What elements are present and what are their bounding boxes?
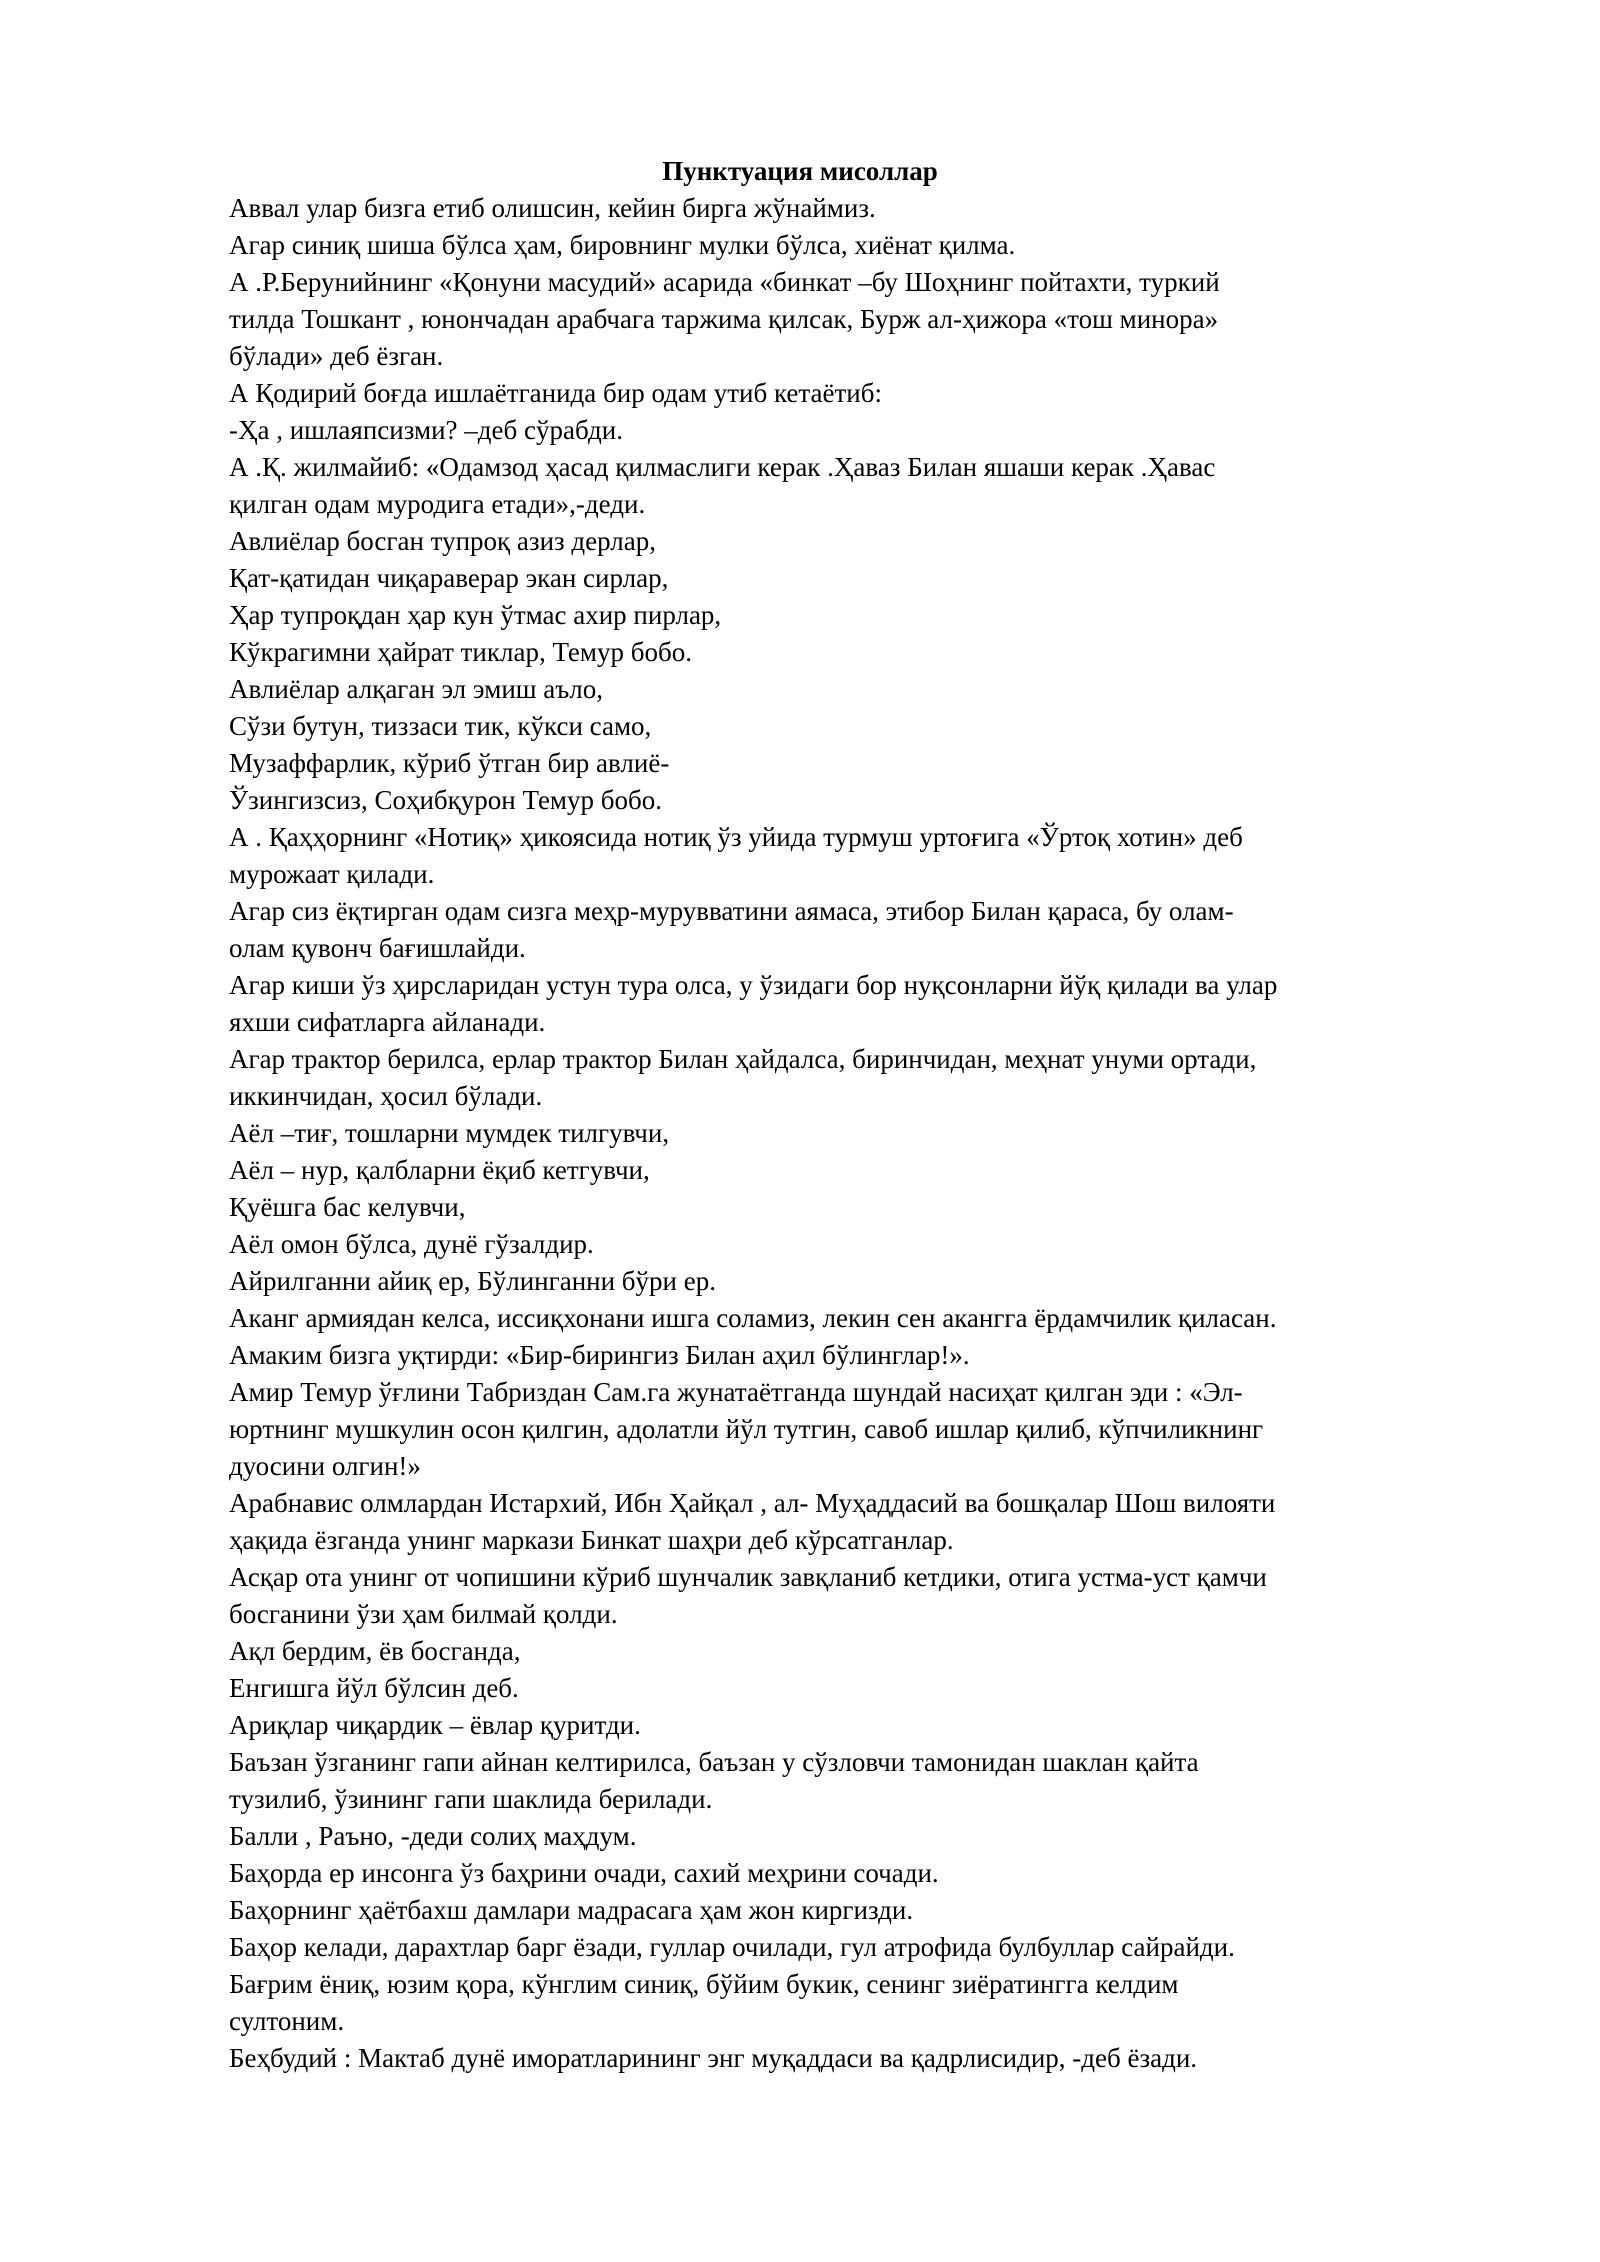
text-line: Ариқлар чиқардик – ёвлар қуритди. [229,1710,641,1740]
text-line: ҳақида ёзганда унинг маркази Бинкат шаҳри деб кўрсатганлар. [229,1525,954,1555]
text-line: Аввал улар бизга етиб олишсин, кейин бирга жўнаймиз. [229,193,876,223]
document-body [229,190,1529,2077]
document-title: Пунктуация мисоллар [662,156,938,186]
text-line: Балли , Раъно, -деди солиҳ маҳдум. [229,1821,637,1851]
text-line: Беҳбудий : Мактаб дунё иморатларининг энг муқаддаси ва қадрлисидир, -деб ёзади. [229,2043,1198,2073]
text-line: Баҳор келади, дарахтлар барг ёзади, гуллар очилади, гул атрофида булбуллар сайрайди. [229,1932,1235,1962]
text-line: Қуёшга бас келувчи, [229,1192,466,1222]
text-line: Аёл омон бўлса, дунё гўзалдир. [229,1229,594,1259]
text-line: Амаким бизга уқтирди: «Бир-бирингиз Билан аҳил бўлинглар!». [229,1340,970,1370]
text-line: босганини ўзи ҳам билмай қолди. [229,1599,618,1629]
text-line: Айрилганни айиқ ер, Бўлинганни бўри ер. [229,1266,716,1296]
text-line: тузилиб, ўзининг гапи шаклида берилади. [229,1784,713,1814]
text-line: султоним. [229,2006,345,2036]
text-line: Кўкрагимни ҳайрат тиклар, Темур бобо. [229,637,692,667]
text-line: тилда Тошкант , юнончадан арабчага таржима қилсак, Бурж ал-ҳижора «тош минора» [229,304,1219,334]
text-line: мурожаат қилади. [229,859,435,889]
text-line: Ҳар тупроқдан ҳар кун ўтмас ахир пирлар, [229,600,722,630]
text-line: Баъзан ўзганинг гапи айнан келтирилса, баъзан у сўзловчи тамонидан шаклан қайта [229,1747,1199,1777]
text-line: Ўзингизсиз, Соҳибқурон Темур бобо. [229,785,662,815]
text-line: Сўзи бутун, тиззаси тик, кўкси само, [229,711,652,741]
text-line: Авлиёлар босган тупроқ азиз дерлар, [229,526,657,556]
text-line: Авлиёлар алқаган эл эмиш аъло, [229,674,603,704]
text-line: Аёл –тиғ, тошларни мумдек тилгувчи, [229,1118,670,1148]
text-line: А Қодирий боғда ишлаётганида бир одам утиб кетаётиб: [229,378,882,408]
text-line: Енгишга йўл бўлсин деб. [229,1673,519,1703]
text-line: Баҳорнинг ҳаётбахш дамлари мадрасага ҳам жон киргизди. [229,1895,914,1925]
text-line: Агар трактор берилса, ерлар трактор Билан ҳайдалса, биринчидан, меҳнат унуми ортади, [229,1044,1257,1074]
text-line: Ақл бердим, ёв босганда, [229,1636,521,1666]
text-line: яхши сифатларга айланади. [229,1007,546,1037]
text-line: Арабнавис олмлардан Истархий, Ибн Ҳайқал , ал- Муҳаддасий ва бошқалар Шош вилояти [229,1488,1276,1518]
text-line: Музаффарлик, кўриб ўтган бир авлиё- [229,748,670,778]
text-line: А .Р.Берунийнинг «Қонуни масудий» асарида «бинкат –бу Шоҳнинг пойтахти, туркий [229,267,1220,297]
text-line: Баҳорда ер инсонга ўз баҳрини очади, сахий меҳрини сочади. [229,1858,939,1888]
text-line: иккинчидан, ҳосил бўлади. [229,1081,543,1111]
text-line: Агар киши ўз ҳирсларидан устун тура олса, у ўзидаги бор нуқсонларни йўқ қилади ва улар [229,970,1278,1000]
text-line: Асқар ота унинг от чопишини кўриб шунчалик завқланиб кетдики, отига устма-уст қамчи [229,1562,1267,1592]
text-line: А .Қ. жилмайиб: «Одамзод ҳасад қилмаслиги керак .Ҳаваз Билан яшаши керак .Ҳавас [229,452,1216,482]
text-line: олам қувонч бағишлайди. [229,933,526,963]
text-line: Аканг армиядан келса, иссиқхонани ишга соламиз, лекин сен акангга ёрдамчилик қиласан. [229,1303,1277,1333]
text-line: А . Қаҳҳорнинг «Нотиқ» ҳикоясида нотиқ ўз уйида турмуш уртоғига «Ўртоқ хотин» деб [229,822,1243,852]
text-line: Қат-қатидан чиқараверар экан сирлар, [229,563,669,593]
text-line: Аёл – нур, қалбларни ёқиб кетгувчи, [229,1155,650,1185]
text-line: -Ҳа , ишлаяпсизми? –деб сўрабди. [229,415,623,445]
text-line: Агар синиқ шиша бўлса ҳам, бировнинг мулки бўлса, хиёнат қилма. [229,230,1016,260]
text-line: Бағрим ёниқ, юзим қора, кўнглим синиқ, бўйим букик, сенинг зиёратингга келдим [229,1969,1179,1999]
text-line: дуосини олгин!» [229,1451,421,1481]
text-line: бўлади» деб ёзган. [229,341,444,371]
text-line: қилган одам муродига етади»,-деди. [229,489,646,519]
text-line: Агар сиз ёқтирган одам сизга меҳр-мурувватини аямаса, этибор Билан қараса, бу олам- [229,896,1234,926]
text-line: юртнинг мушкулин осон қилгин, адолатли йўл тутгин, савоб ишлар қилиб, кўпчиликнинг [229,1414,1264,1444]
text-line: Амир Темур ўғлини Табриздан Сам.га жунатаётганда шундай насиҳат қилган эди : «Эл- [229,1377,1243,1407]
